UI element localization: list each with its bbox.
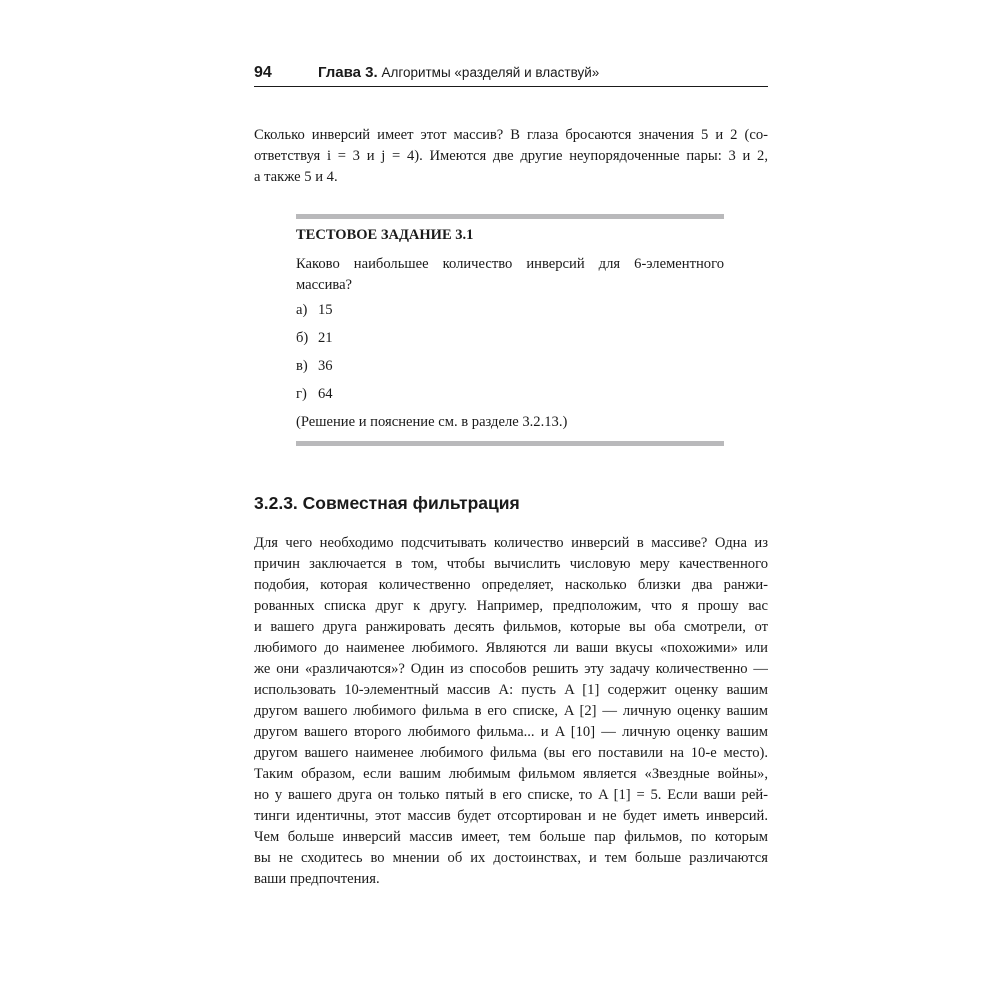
body-line: рованных списка друг к другу. Например, предположим, что я прошу вас	[254, 598, 768, 614]
chapter-heading	[318, 64, 599, 81]
quiz-option-value: 64	[318, 386, 333, 402]
intro-line: Сколько инверсий имеет этот массив? В глаза бросаются значения 5 и 2 (со-	[254, 127, 768, 143]
page-number: 94	[254, 64, 272, 81]
quiz-option	[296, 358, 333, 375]
header-rule	[254, 86, 768, 87]
body-line: причин заключается в том, чтобы вычислить числовую меру качественного	[254, 556, 768, 572]
section-body	[254, 533, 768, 890]
quiz-option-value: 21	[318, 330, 333, 346]
body-line: но у вашего друга он только пятый в его списке, то A [1] = 5. Если ваши рей-	[254, 787, 768, 803]
quiz-option	[296, 386, 333, 403]
body-line: другом вашего второго любимого фильма... и A [10] — личную оценку вашим	[254, 724, 768, 740]
quiz-option	[296, 330, 333, 347]
quiz-option-value: 15	[318, 302, 333, 318]
body-line: другом вашего любимого фильма в его списке, A [2] — личную оценку вашим	[254, 703, 768, 719]
body-line: же они «различаются»? Один из способов решить эту задачу количественно —	[254, 661, 768, 677]
intro-paragraph	[254, 125, 768, 188]
body-line: Чем больше инверсий массив имеет, тем больше пар фильмов, по которым	[254, 829, 768, 845]
body-line: Таким образом, если вашим любимым фильмом является «Звездные войны»,	[254, 766, 768, 782]
body-line: использовать 10-элементный массив A: пусть A [1] содержит оценку вашим	[254, 682, 768, 698]
intro-line: ответствуя i = 3 и j = 4). Имеются две другие неупорядоченные пары: 3 и 2,	[254, 148, 768, 164]
quiz-title: ТЕСТОВОЕ ЗАДАНИЕ 3.1	[296, 227, 474, 243]
quiz-option-label: в)	[296, 358, 308, 374]
body-line: вы не сходитесь во мнении об их достоинствах, и тем больше различаются	[254, 850, 768, 866]
body-line: ваши предпочтения.	[254, 871, 380, 887]
body-line: другом вашего наименее любимого фильма (вы его поставили на 10-е место).	[254, 745, 768, 761]
quiz-option-label: г)	[296, 386, 307, 402]
body-line: и вашего друга ранжировать десять фильмов, которые вы оба смотрели, от	[254, 619, 768, 635]
intro-line: а также 5 и 4.	[254, 169, 338, 185]
chapter-title: Алгоритмы «разделяй и властвуй»	[381, 65, 600, 80]
quiz-option	[296, 302, 333, 319]
chapter-label: Глава 3.	[318, 64, 378, 81]
quiz-note: (Решение и пояснение см. в разделе 3.2.13.)	[296, 414, 568, 430]
body-line: Для чего необходимо подсчитывать количество инверсий в массиве? Одна из	[254, 535, 768, 551]
running-header	[254, 64, 768, 86]
quiz-question-line: Каково наибольшее количество инверсий для 6-элементного	[296, 256, 724, 272]
quiz-question	[296, 254, 724, 296]
quiz-top-rule	[296, 214, 724, 219]
quiz-question-line: массива?	[296, 277, 353, 293]
section-title: 3.2.3. Совместная фильтрация	[254, 493, 520, 513]
body-line: тинги идентичны, этот массив будет отсортирован и не будет иметь инверсий.	[254, 808, 768, 824]
body-line: любимого до наименее любимого. Являются ли ваши вкусы «похожими» или	[254, 640, 768, 656]
quiz-bottom-rule	[296, 441, 724, 446]
quiz-option-label: а)	[296, 302, 308, 318]
quiz-option-label: б)	[296, 330, 309, 346]
body-line: подобия, которая количественно определяет, насколько близки два ранжи-	[254, 577, 768, 593]
quiz-option-value: 36	[318, 358, 333, 374]
